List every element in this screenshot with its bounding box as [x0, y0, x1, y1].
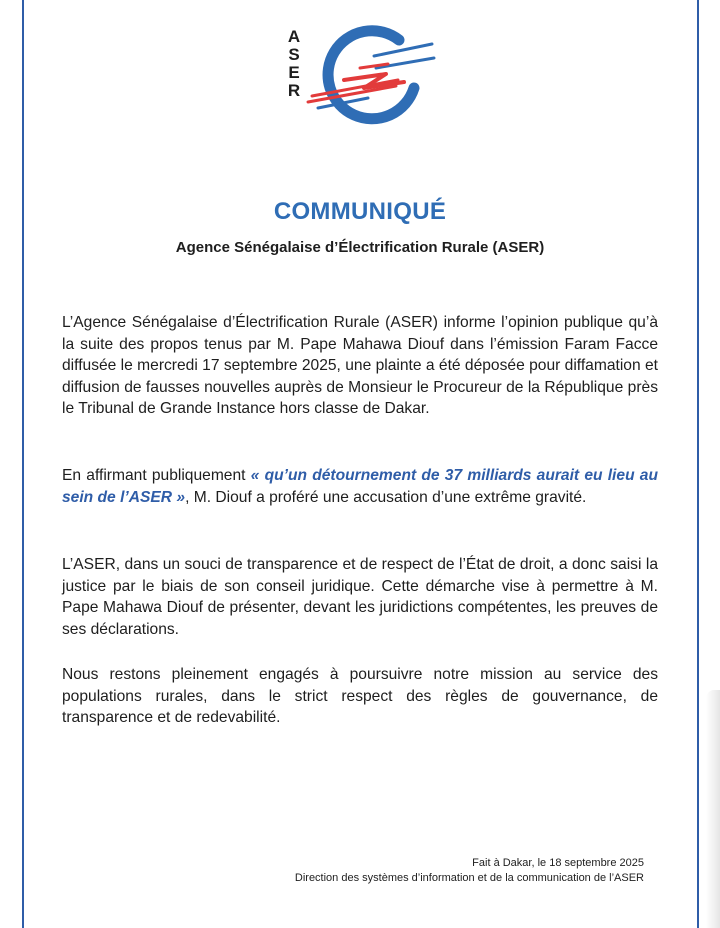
signature-block: [295, 856, 644, 886]
aser-logo: [280, 22, 440, 132]
logo-letter-s: S: [288, 45, 300, 64]
paragraph-1: L’Agence Sénégalaise d’Électrification Rurale (ASER) informe l’opinion publique qu’à la suite des propos tenus par M. Pape Mahawa Diouf dans l’émission Faram Facce diffusée le mercredi 17 septembre 2025, une plainte a été déposée pour diffamation et diffusion de fausses nouvelles auprès de Monsieur le Procureur de la République près le Tribunal de Grande Instance hors classe de Dakar.: [62, 314, 658, 417]
logo-letter-a: A: [287, 27, 301, 46]
page-subtitle: Agence Sénégalaise d’Électrification Rurale (ASER): [175, 239, 545, 256]
paragraph-2-prefix: En affirmant publiquement: [62, 467, 251, 484]
page-border-left: [22, 0, 24, 928]
page-edge-shadow: [706, 690, 720, 928]
department-name: Direction des systèmes d’information et de la communication de l’ASER: [294, 872, 644, 884]
page-title: COMMUNIQUÉ: [273, 198, 447, 225]
logo-letter-r: R: [287, 81, 301, 100]
logo-letters: [286, 28, 302, 100]
page-border-right: [697, 0, 699, 928]
paragraph-2: [62, 465, 658, 508]
logo-letter-e: E: [288, 63, 300, 82]
lightning-globe-icon: [304, 22, 440, 132]
paragraph-4: Nous restons pleinement engagés à poursuivre notre mission au service des populations rurales, dans le strict respect des règles de gouvernance, de transparence et de redevabilité.: [62, 666, 658, 726]
paragraph-2-suffix: , M. Diouf a proféré une accusation d’une extrême gravité.: [185, 488, 587, 506]
paragraph-3: L’ASER, dans un souci de transparence et de respect de l’État de droit, a donc saisi la justice par le biais de son conseil juridique. Cette démarche vise à permettre à M. Pape Mahawa Diouf de présenter, devant les juridictions compétentes, les preuves de ses déclarations.: [62, 556, 658, 638]
place-date: Fait à Dakar, le 18 septembre 2025: [472, 857, 644, 869]
paragraph-2-quote: « qu’un détournement de 37 milliards aurait eu lieu au sein de l’ASER »: [62, 467, 658, 506]
